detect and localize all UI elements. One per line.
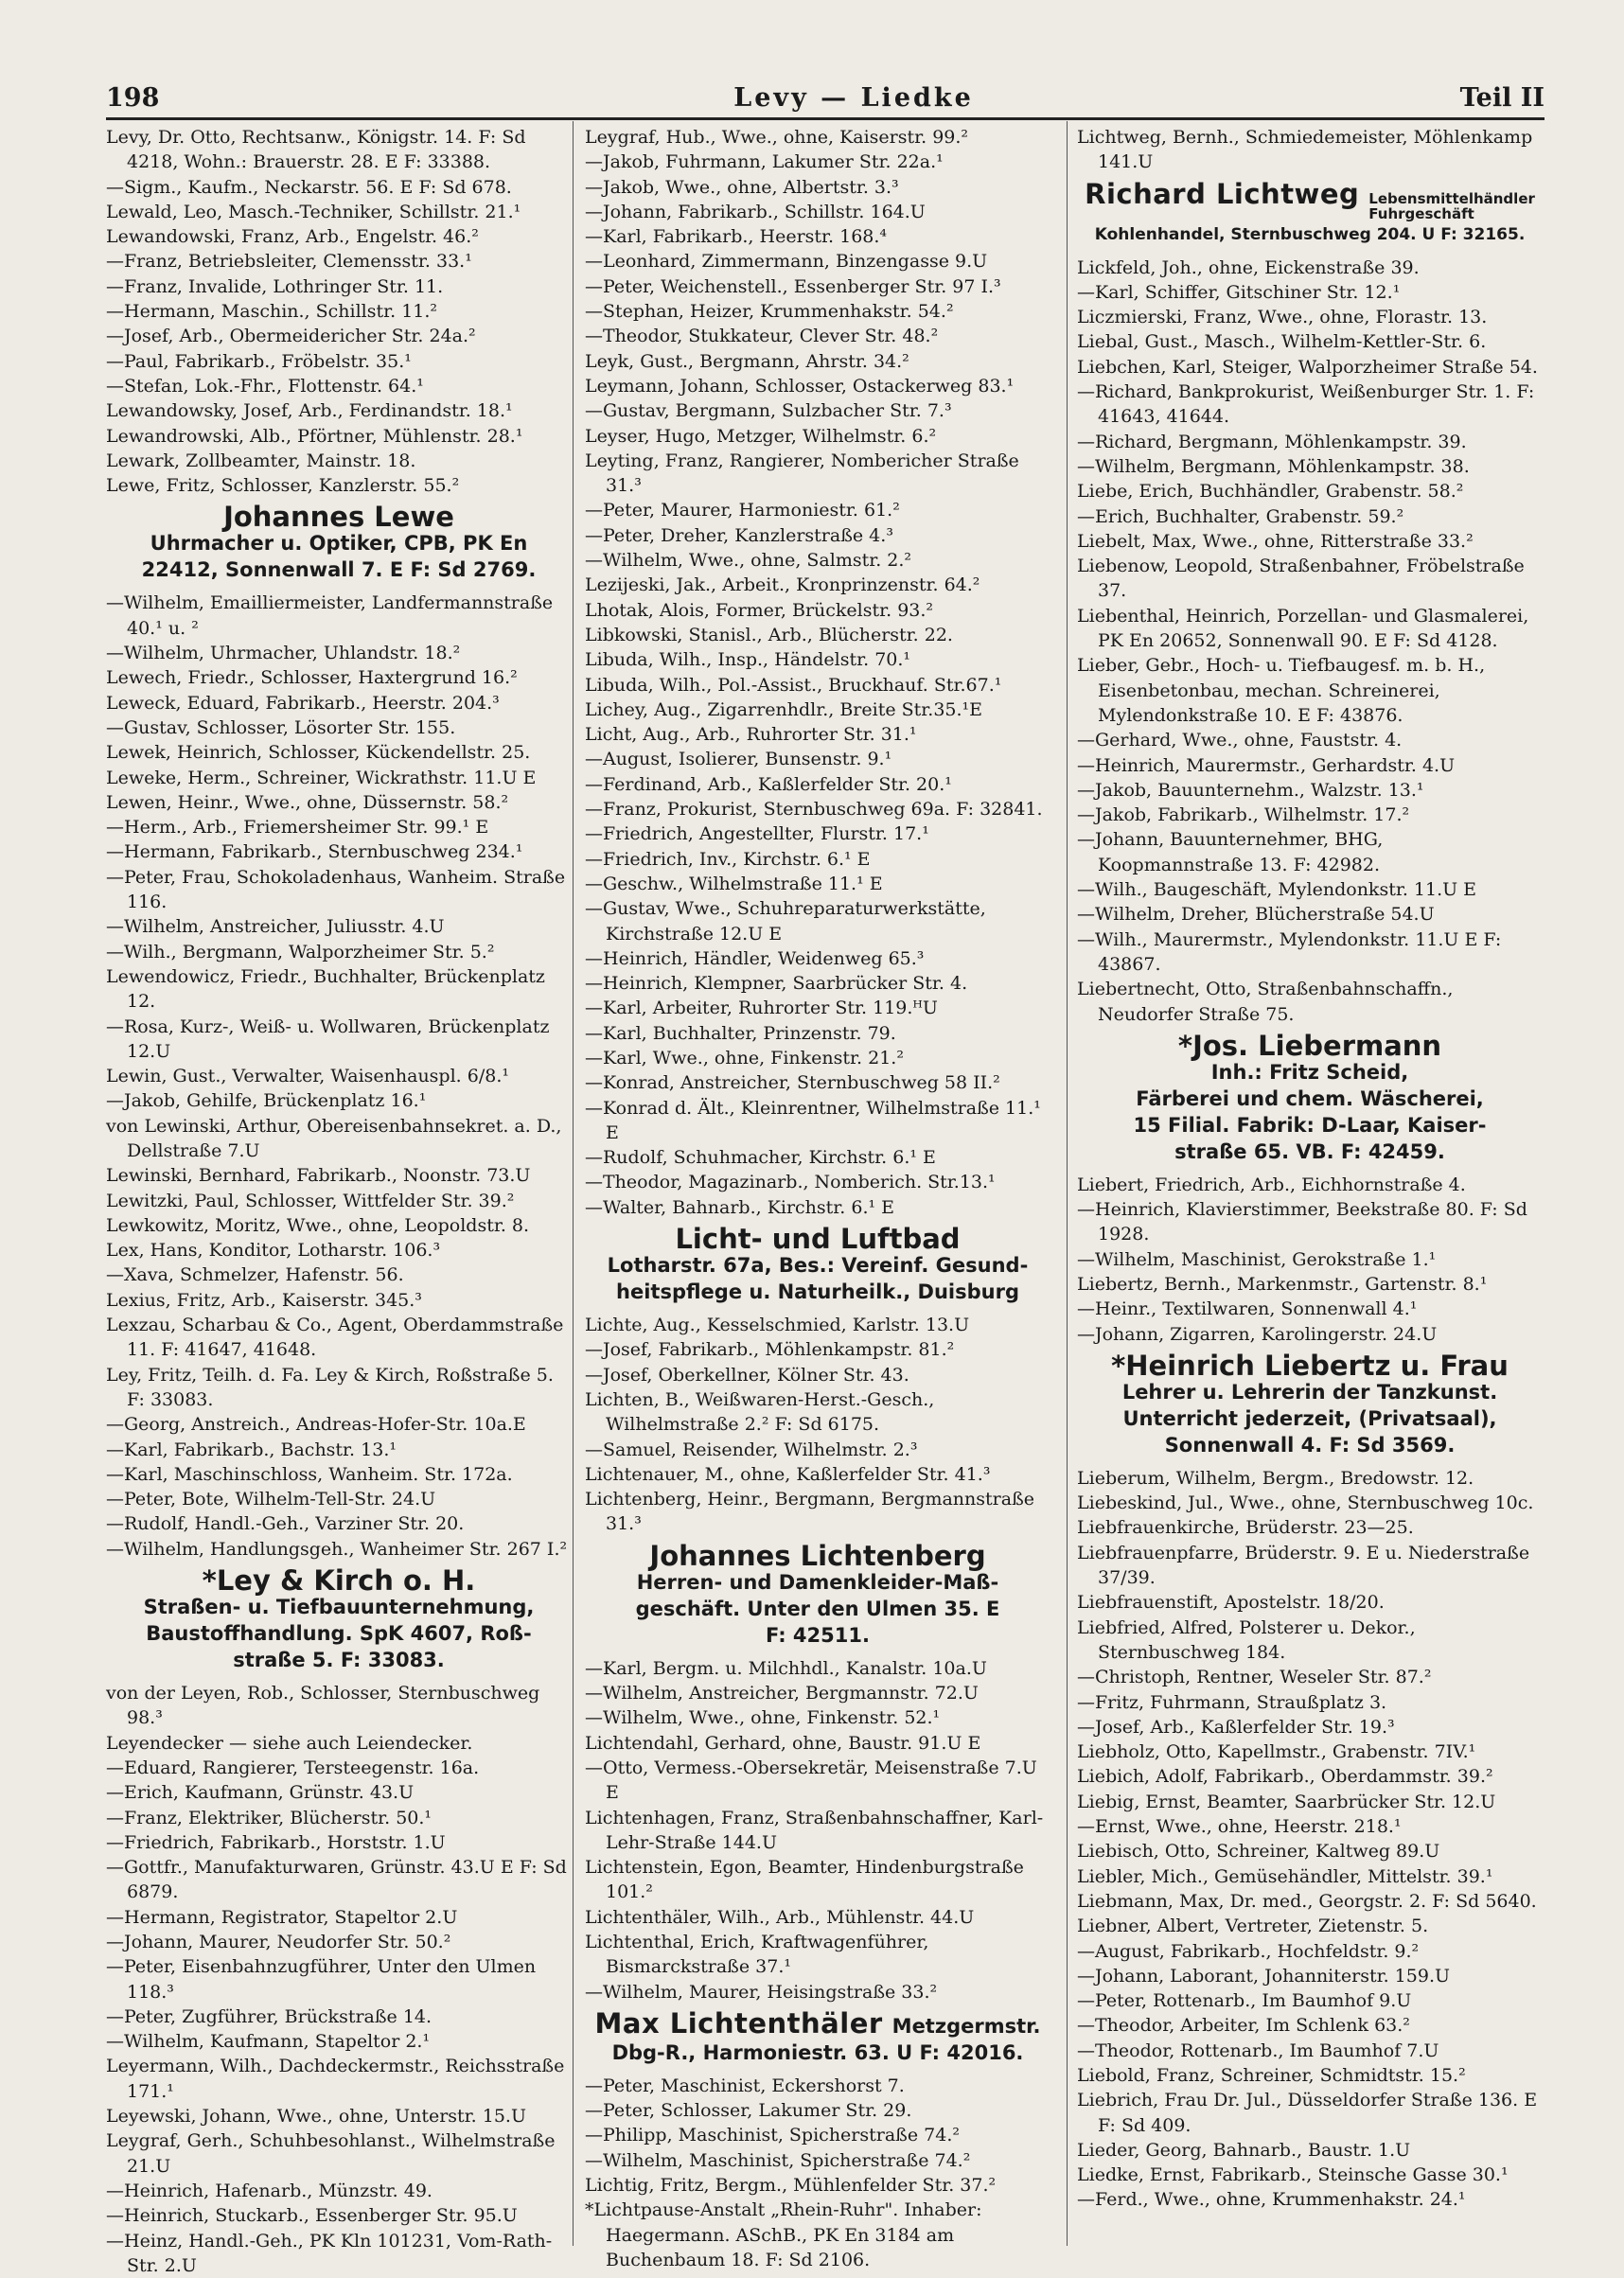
column-2 bbox=[585, 125, 1050, 2270]
directory-entry: Licht, Aug., Arb., Ruhrorter Str. 31.¹ bbox=[585, 724, 917, 746]
directory-entry: —Gottfr., Manufakturwaren, Grünstr. 43.U E F: Sd 6879. bbox=[106, 1857, 567, 1903]
directory-entry: —Peter, Maurer, Harmoniestr. 61.² bbox=[585, 500, 900, 521]
directory-entry: —Peter, Schlosser, Lakumer Str. 29. bbox=[585, 2100, 912, 2122]
directory-entry: —Hermann, Registrator, Stapeltor 2.U bbox=[106, 1906, 458, 1928]
ad-jos-liebermann bbox=[1077, 1029, 1543, 1165]
directory-entry: —Konrad d. Ält., Kleinrentner, Wilhelmstraße 11.¹ E bbox=[585, 1097, 1041, 1143]
directory-entry: —Wilhelm, Uhrmacher, Uhlandstr. 18.² bbox=[106, 643, 461, 664]
ad-title: Johannes Lichtenberg bbox=[649, 1539, 986, 1572]
directory-entry: —Wilhelm, Maschinist, Spicherstraße 74.² bbox=[585, 2149, 971, 2171]
ad-title: Licht- und Luftbad bbox=[675, 1223, 961, 1256]
directory-entry: —Stefan, Lok.-Fhr., Flottenstr. 64.¹ bbox=[106, 375, 424, 397]
directory-entry: Liebfrauenkirche, Brüderstr. 23—25. bbox=[1077, 1517, 1414, 1539]
directory-entry: —Wilh., Maurermstr., Mylendonkstr. 11.U E F: 43867. bbox=[1077, 928, 1502, 975]
directory-entry: —Karl, Wwe., ohne, Finkenstr. 21.² bbox=[585, 1047, 904, 1068]
directory-entry: —August, Isolierer, Bunsenstr. 9.¹ bbox=[585, 749, 892, 770]
directory-entry: Liebich, Adolf, Fabrikarb., Oberdammstr. 39.² bbox=[1077, 1766, 1493, 1788]
directory-entry: —Peter, Weichenstell., Essenberger Str. 97 I.³ bbox=[585, 275, 1001, 297]
directory-entry: Leyting, Franz, Rangierer, Nombericher Straße 31.³ bbox=[585, 450, 1019, 497]
ad-line: Lehrer u. Lehrerin der Tanzkunst. bbox=[1121, 1380, 1498, 1404]
column-3 bbox=[1077, 125, 1543, 2245]
directory-entry: Liebholz, Otto, Kapellmstr., Grabenstr. 7IV.¹ bbox=[1077, 1741, 1476, 1763]
directory-entry: —Peter, Zugführer, Brückstraße 14. bbox=[106, 2005, 432, 2027]
directory-entry: —Wilhelm, Bergmann, Möhlenkampstr. 38. bbox=[1077, 455, 1470, 477]
ad-line: Herren- und Damenkleider-Maß- bbox=[636, 1570, 999, 1594]
directory-entry: —Wilh., Bergmann, Walporzheimer Str. 5.² bbox=[106, 941, 495, 962]
directory-entry: Liebchen, Karl, Steiger, Walporzheimer Straße 54. bbox=[1077, 356, 1538, 378]
directory-entry: —Franz, Elektriker, Blücherstr. 50.¹ bbox=[106, 1807, 432, 1828]
directory-entry: Lieberum, Wilhelm, Bergm., Bredowstr. 12. bbox=[1077, 1467, 1474, 1489]
directory-entry: —Wilhelm, Maurer, Heisingstraße 33.² bbox=[585, 1981, 938, 2003]
directory-entry: —Herm., Arb., Friemersheimer Str. 99.¹ E bbox=[106, 817, 489, 839]
ad-title: Richard Lichtweg bbox=[1085, 177, 1360, 210]
directory-entry: Lewen, Heinr., Wwe., ohne, Düssernstr. 58.² bbox=[106, 791, 509, 813]
directory-entry: —Richard, Bergmann, Möhlenkampstr. 39. bbox=[1077, 431, 1467, 452]
ad-line: heitspflege u. Naturheilk., Duisburg bbox=[616, 1280, 1019, 1304]
directory-entry: Liebfrauenstift, Apostelstr. 18/20. bbox=[1077, 1592, 1385, 1614]
directory-entry: —Erich, Kaufmann, Grünstr. 43.U bbox=[106, 1782, 415, 1804]
directory-entry: Lichtenthäler, Wilh., Arb., Mühlenstr. 44.U bbox=[585, 1906, 975, 1928]
directory-entry: —Johann, Zigarren, Karolingerstr. 24.U bbox=[1077, 1323, 1438, 1345]
directory-entry: —Gerhard, Wwe., ohne, Fauststr. 4. bbox=[1077, 730, 1403, 751]
directory-entry: —Sigm., Kaufm., Neckarstr. 56. E F: Sd 678. bbox=[106, 176, 512, 198]
directory-entry: Liebfried, Alfred, Polsterer u. Dekor., Sternbuschweg 184. bbox=[1077, 1616, 1416, 1663]
directory-entry: Liebertnecht, Otto, Straßenbahnschaffn., Neudorfer Straße 75. bbox=[1077, 979, 1454, 1025]
ad-line: Dbg-R., Harmoniestr. 63. U F: 42016. bbox=[611, 2040, 1024, 2064]
directory-entry: —Wilhelm, Emailliermeister, Landfermannstraße 40.¹ u. ² bbox=[106, 592, 554, 639]
ad-licht-luftbad bbox=[585, 1223, 1050, 1305]
directory-entry: —Franz, Betriebsleiter, Clemensstr. 33.¹ bbox=[106, 251, 472, 273]
directory-entry: Lewendowicz, Friedr., Buchhalter, Brückenplatz 12. bbox=[106, 965, 545, 1013]
directory-entry: —Theodor, Arbeiter, Im Schlenk 63.² bbox=[1077, 2015, 1410, 2037]
directory-entry: von Lewinski, Arthur, Obereisenbahnsekret. a. D., Dellstraße 7.U bbox=[106, 1115, 562, 1161]
directory-entry: Lex, Hans, Konditor, Lotharstr. 106.³ bbox=[106, 1240, 441, 1262]
ad-line: Baustoffhandlung. SpK 4607, Roß- bbox=[146, 1622, 532, 1646]
directory-entry: Liebisch, Otto, Schreiner, Kaltweg 89.U bbox=[1077, 1841, 1440, 1863]
directory-entry: —Wilhelm, Anstreicher, Juliusstr. 4.U bbox=[106, 916, 445, 938]
directory-entry: Liebertz, Bernh., Markenmstr., Gartenstr. 8.¹ bbox=[1077, 1273, 1488, 1295]
directory-entry: Lexzau, Scharbau & Co., Agent, Oberdammstraße 11. F: 41647, 41648. bbox=[106, 1315, 564, 1361]
directory-entry: —Otto, Vermess.-Obersekretär, Meisenstraße 7.U E bbox=[585, 1757, 1037, 1804]
directory-entry: —Jakob, Gehilfe, Brückenplatz 16.¹ bbox=[106, 1090, 427, 1112]
directory-entry: —Fritz, Fuhrmann, Straußplatz 3. bbox=[1077, 1691, 1387, 1713]
ad-line: straße 65. VB. F: 42459. bbox=[1174, 1139, 1445, 1163]
directory-entry: —Wilhelm, Wwe., ohne, Salmstr. 2.² bbox=[585, 550, 912, 572]
directory-entry: —Karl, Buchhalter, Prinzenstr. 79. bbox=[585, 1022, 896, 1044]
directory-entry: —Josef, Fabrikarb., Möhlenkampstr. 81.² bbox=[585, 1339, 955, 1361]
ad-line: straße 5. F: 33083. bbox=[233, 1649, 445, 1672]
directory-entry: Leyk, Gust., Bergmann, Ahrstr. 34.² bbox=[585, 350, 909, 372]
ad-title: Johannes Lewe bbox=[223, 501, 454, 534]
directory-entry: —Jakob, Fabrikarb., Wilhelmstr. 17.² bbox=[1077, 804, 1410, 826]
directory-entry: Leygraf, Hub., Wwe., ohne, Kaiserstr. 99.² bbox=[585, 127, 969, 148]
directory-entry: —Karl, Fabrikarb., Bachstr. 13.¹ bbox=[106, 1439, 397, 1460]
ad-line: F: 42511. bbox=[766, 1623, 870, 1647]
directory-entry: Lichtenthal, Erich, Kraftwagenführer, Bismarckstraße 37.¹ bbox=[585, 1932, 929, 1978]
directory-entry: Lichey, Aug., Zigarrenhdlr., Breite Str.35.¹E bbox=[585, 698, 983, 720]
ad-richard-lichtweg bbox=[1077, 177, 1543, 248]
directory-entry: Liebner, Albert, Vertreter, Zietenstr. 5. bbox=[1077, 1916, 1429, 1937]
directory-entry: —Heinrich, Hafenarb., Münzstr. 49. bbox=[106, 2180, 432, 2201]
directory-entry: Lewkowitz, Moritz, Wwe., ohne, Leopoldstr. 8. bbox=[106, 1214, 530, 1236]
directory-entry: —Peter, Maschinist, Eckershorst 7. bbox=[585, 2075, 905, 2096]
directory-entry: —Samuel, Reisender, Wilhelmstr. 2.³ bbox=[585, 1439, 918, 1460]
directory-entry: —Heinrich, Maurermstr., Gerhardstr. 4.U bbox=[1077, 754, 1456, 776]
directory-entry: —Heinz, Handl.-Geh., PK Kln 101231, Vom-Rath-Str. 2.U bbox=[106, 2230, 553, 2276]
directory-entry: —Josef, Arb., Obermeidericher Str. 24a.² bbox=[106, 326, 476, 347]
directory-entry: Lieber, Gebr., Hoch- u. Tiefbaugesf. m. b. H., Eisenbetonbau, mechan. Schreinerei, Mylendonkstraße 10. E F: 43876. bbox=[1077, 655, 1486, 726]
directory-entry: Leyermann, Wilh., Dachdeckermstr., Reichsstraße 171.¹ bbox=[106, 2056, 565, 2102]
directory-entry: —Friedrich, Inv., Kirchstr. 6.¹ E bbox=[585, 848, 871, 870]
directory-entry: Leyendecker — siehe auch Leiendecker. bbox=[106, 1732, 473, 1754]
ad-note: Fuhrgeschäft bbox=[1368, 204, 1474, 222]
directory-entry: Liebeskind, Jul., Wwe., ohne, Sternbuschweg 10c. bbox=[1077, 1492, 1534, 1514]
directory-entry: Liebenthal, Heinrich, Porzellan- und Glasmalerei, PK En 20652, Sonnenwall 90. E F: Sd 4128. bbox=[1077, 605, 1529, 652]
directory-entry: Liebler, Mich., Gemüsehändler, Mittelstr. 39.¹ bbox=[1077, 1865, 1493, 1887]
column-divider bbox=[573, 121, 574, 2246]
directory-entry: Liebe, Erich, Buchhändler, Grabenstr. 58.² bbox=[1077, 481, 1464, 503]
directory-entry: —Karl, Arbeiter, Ruhrorter Str. 119.ᴴU bbox=[585, 998, 938, 1019]
directory-entry: —Franz, Prokurist, Sternbuschweg 69a. F: 32841. bbox=[585, 799, 1043, 821]
directory-entry: —Peter, Bote, Wilhelm-Tell-Str. 24.U bbox=[106, 1489, 436, 1510]
ad-max-lichtenthaeler bbox=[585, 2006, 1050, 2066]
ad-ley-kirch bbox=[106, 1564, 572, 1673]
ad-line: Sonnenwall 4. F: Sd 3569. bbox=[1164, 1433, 1456, 1457]
directory-entry: —Leonhard, Zimmermann, Binzengasse 9.U bbox=[585, 251, 988, 273]
directory-entry: —Karl, Fabrikarb., Heerstr. 168.⁴ bbox=[585, 226, 888, 248]
directory-entry: —Jakob, Fuhrmann, Lakumer Str. 22a.¹ bbox=[585, 151, 944, 173]
directory-entry: Lichten, B., Weißwaren-Herst.-Gesch., Wilhelmstraße 2.² F: Sd 6175. bbox=[585, 1388, 935, 1436]
directory-entry: —Theodor, Rottenarb., Im Baumhof 7.U bbox=[1077, 2040, 1439, 2061]
column-divider bbox=[1067, 121, 1068, 2246]
directory-entry: —Gustav, Schlosser, Lösorter Str. 155. bbox=[106, 716, 456, 738]
directory-entry: Lewandrowski, Alb., Pförtner, Mühlenstr. 28.¹ bbox=[106, 425, 523, 447]
directory-entry: —Heinrich, Klempner, Saarbrücker Str. 4. bbox=[585, 973, 968, 995]
directory-entry: Liebrich, Frau Dr. Jul., Düsseldorfer Straße 136. E F: Sd 409. bbox=[1077, 2090, 1538, 2136]
directory-entry: —Theodor, Magazinarb., Nomberich. Str.13.¹ bbox=[585, 1172, 996, 1193]
directory-entry: Leyser, Hugo, Metzger, Wilhelmstr. 6.² bbox=[585, 425, 937, 447]
directory-entry: Liebig, Ernst, Beamter, Saarbrücker Str. 12.U bbox=[1077, 1791, 1496, 1812]
header-rule bbox=[106, 117, 1545, 120]
directory-entry: —Christoph, Rentner, Weseler Str. 87.² bbox=[1077, 1667, 1432, 1688]
directory-entry: —Wilhelm, Kaufmann, Stapeltor 2.¹ bbox=[106, 2031, 431, 2053]
directory-entry: Liebenow, Leopold, Straßenbahner, Fröbelstraße 37. bbox=[1077, 556, 1525, 602]
directory-entry: —Friedrich, Fabrikarb., Horststr. 1.U bbox=[106, 1831, 446, 1853]
running-title: Levy — Liedke bbox=[733, 83, 974, 113]
ad-title: Max Lichtenthäler bbox=[594, 2006, 883, 2040]
directory-entry: —Peter, Rottenarb., Im Baumhof 9.U bbox=[1077, 1990, 1412, 2012]
directory-entry: —Rudolf, Schuhmacher, Kirchstr. 6.¹ E bbox=[585, 1147, 936, 1169]
directory-entry: Liedke, Ernst, Fabrikarb., Steinsche Gasse 30.¹ bbox=[1077, 2164, 1509, 2186]
directory-entry: Lieder, Georg, Bahnarb., Baustr. 1.U bbox=[1077, 2139, 1411, 2161]
directory-entry: Liebert, Friedrich, Arb., Eichhornstraße 4. bbox=[1077, 1174, 1466, 1195]
directory-entry: —Peter, Eisenbahnzugführer, Unter den Ulmen 118.³ bbox=[106, 1956, 537, 2003]
directory-entry: Lichtenhagen, Franz, Straßenbahnschaffner, Karl-Lehr-Straße 144.U bbox=[585, 1807, 1044, 1853]
directory-entry: Liebelt, Max, Wwe., ohne, Ritterstraße 33.² bbox=[1077, 530, 1474, 552]
directory-entry: —Walter, Bahnarb., Kirchstr. 6.¹ E bbox=[585, 1196, 895, 1218]
directory-entry: Leymann, Johann, Schlosser, Ostackerweg 83.¹ bbox=[585, 375, 1015, 397]
directory-entry: Liebal, Gust., Masch., Wilhelm-Kettler-Str. 6. bbox=[1077, 331, 1487, 353]
directory-entry: —Johann, Fabrikarb., Schillstr. 164.U bbox=[585, 201, 926, 222]
directory-entry: Lichte, Aug., Kesselschmied, Karlstr. 13.U bbox=[585, 1315, 970, 1336]
directory-entry: Lichtweg, Bernh., Schmiedemeister, Möhlenkamp 141.U bbox=[1077, 127, 1533, 173]
directory-entry: *Lichtpause-Anstalt „Rhein-Ruhr". Inhaber: Haegermann. ASchB., PK En 3184 am Buchenbaum 18. F: Sd 2106. bbox=[585, 2199, 982, 2270]
directory-entry: —Geschw., Wilhelmstraße 11.¹ E bbox=[585, 873, 883, 894]
ad-title: *Jos. Liebermann bbox=[1177, 1029, 1442, 1062]
directory-entry: Lexius, Fritz, Arb., Kaiserstr. 345.³ bbox=[106, 1289, 422, 1311]
directory-entry: —Philipp, Maschinist, Spicherstraße 74.² bbox=[585, 2125, 960, 2146]
directory-entry: Libkowski, Stanisl., Arb., Blücherstr. 22. bbox=[585, 624, 953, 645]
directory-entry: —Georg, Anstreich., Andreas-Hofer-Str. 10a.E bbox=[106, 1414, 526, 1436]
directory-entry: —Johann, Bauunternehmer, BHG, Koopmannstraße 13. F: 42982. bbox=[1077, 829, 1384, 875]
directory-entry: —Wilhelm, Maschinist, Gerokstraße 1.¹ bbox=[1077, 1248, 1437, 1270]
directory-entry: —Heinr., Textilwaren, Sonnenwall 4.¹ bbox=[1077, 1298, 1418, 1320]
directory-entry: Leyewski, Johann, Wwe., ohne, Unterstr. 15.U bbox=[106, 2106, 526, 2128]
ad-heinrich-liebertz bbox=[1077, 1349, 1543, 1458]
ad-suffix: Metzgermstr. bbox=[891, 2014, 1041, 2038]
directory-entry: —Jakob, Bauunternehm., Walzstr. 13.¹ bbox=[1077, 779, 1424, 801]
directory-entry: von der Leyen, Rob., Schlosser, Sternbuschweg 98.³ bbox=[106, 1683, 540, 1729]
directory-entry: —Paul, Fabrikarb., Fröbelstr. 35.¹ bbox=[106, 350, 412, 372]
directory-entry: Lickfeld, Joh., ohne, Eickenstraße 39. bbox=[1077, 256, 1420, 278]
directory-entry: —Stephan, Heizer, Krummenhakstr. 54.² bbox=[585, 301, 954, 323]
directory-entry: —Richard, Bankprokurist, Weißenburger Str. 1. F: 41643, 41644. bbox=[1077, 381, 1535, 428]
directory-entry: —Wilhelm, Anstreicher, Bergmannstr. 72.U bbox=[585, 1683, 979, 1704]
directory-entry: Libuda, Wilh., Pol.-Assist., Bruckhauf. Str.67.¹ bbox=[585, 674, 1002, 696]
ad-johannes-lewe bbox=[106, 503, 572, 583]
ad-line: 22412, Sonnenwall 7. E F: Sd 2769. bbox=[141, 558, 537, 582]
ad-line: Lotharstr. 67a, Bes.: Vereinf. Gesund- bbox=[607, 1254, 1029, 1278]
directory-entry: Lewe, Fritz, Schlosser, Kanzlerstr. 55.² bbox=[106, 475, 460, 497]
ad-line: Straßen- u. Tiefbauunternehmung, bbox=[143, 1596, 535, 1619]
directory-entry: Lewandowsky, Josef, Arb., Ferdinandstr. 18.¹ bbox=[106, 400, 513, 422]
directory-entry: —Johann, Laborant, Johanniterstr. 159.U bbox=[1077, 1965, 1450, 1987]
directory-entry: Lewech, Friedr., Schlosser, Haxtergrund 16.² bbox=[106, 667, 518, 689]
directory-entry: —Heinrich, Händler, Weidenweg 65.³ bbox=[585, 947, 925, 969]
directory-entry: —Peter, Frau, Schokoladenhaus, Wanheim. Straße 116. bbox=[106, 866, 566, 913]
ad-line: Inh.: Fritz Scheid, bbox=[1210, 1060, 1409, 1084]
directory-entry: Leygraf, Gerh., Schuhbesohlanst., Wilhelmstraße 21.U bbox=[106, 2130, 556, 2177]
directory-entry: —Hermann, Maschin., Schillstr. 11.² bbox=[106, 301, 438, 323]
directory-entry: Lichtenauer, M., ohne, Kaßlerfelder Str. 41.³ bbox=[585, 1463, 991, 1485]
directory-entry: —Theodor, Stukkateur, Clever Str. 48.² bbox=[585, 326, 939, 347]
directory-entry: Lewandowski, Franz, Arb., Engelstr. 46.² bbox=[106, 226, 479, 248]
ad-title: *Heinrich Liebertz u. Frau bbox=[1111, 1349, 1509, 1382]
directory-entry: Lichtenstein, Egon, Beamter, Hindenburgstraße 101.² bbox=[585, 1857, 1024, 1903]
ad-line: Färberei und chem. Wäscherei, bbox=[1136, 1086, 1484, 1110]
directory-entry: —Xava, Schmelzer, Hafenstr. 56. bbox=[106, 1264, 404, 1286]
ad-line: 15 Filial. Fabrik: D-Laar, Kaiser- bbox=[1133, 1113, 1487, 1137]
ad-line: Unterricht jederzeit, (Privatsaal), bbox=[1122, 1406, 1497, 1430]
directory-entry: Liebmann, Max, Dr. med., Georgstr. 2. F: Sd 5640. bbox=[1077, 1890, 1537, 1912]
ad-line: Uhrmacher u. Optiker, CPB, PK En bbox=[150, 532, 528, 556]
directory-entry: —Erich, Buchhalter, Grabenstr. 59.² bbox=[1077, 505, 1404, 527]
directory-entry: Lichtendahl, Gerhard, ohne, Baustr. 91.U E bbox=[585, 1732, 981, 1754]
directory-entry: Leweke, Herm., Schreiner, Wickrathstr. 11.U E bbox=[106, 767, 537, 788]
directory-entry: —Karl, Schiffer, Gitschiner Str. 12.¹ bbox=[1077, 281, 1401, 303]
directory-entry: —Wilhelm, Wwe., ohne, Finkenstr. 52.¹ bbox=[585, 1707, 941, 1729]
directory-entry: —Karl, Bergm. u. Milchhdl., Kanalstr. 10a.U bbox=[585, 1657, 987, 1679]
directory-entry: —Eduard, Rangierer, Tersteegenstr. 16a. bbox=[106, 1757, 480, 1778]
directory-entry: Lewitzki, Paul, Schlosser, Wittfelder Str. 39.² bbox=[106, 1190, 515, 1211]
ad-line: Kohlenhandel, Sternbuschweg 204. U F: 32165. bbox=[1094, 224, 1526, 244]
directory-entry: —Karl, Maschinschloss, Wanheim. Str. 172a. bbox=[106, 1463, 513, 1485]
page-number: 198 bbox=[106, 83, 160, 113]
directory-entry: —August, Fabrikarb., Hochfeldstr. 9.² bbox=[1077, 1940, 1420, 1962]
directory-entry: —Ferdinand, Arb., Kaßlerfelder Str. 20.¹ bbox=[585, 773, 952, 795]
directory-entry: —Gustav, Wwe., Schuhreparaturwerkstätte, Kirchstraße 12.U E bbox=[585, 898, 986, 945]
ad-note: Lebensmittelhändler bbox=[1368, 189, 1535, 207]
directory-entry: —Josef, Oberkellner, Kölner Str. 43. bbox=[585, 1364, 909, 1386]
part-label: Teil II bbox=[1459, 83, 1545, 113]
directory-entry: —Jakob, Wwe., ohne, Albertstr. 3.³ bbox=[585, 176, 899, 198]
ad-line: geschäft. Unter den Ulmen 35. E bbox=[635, 1597, 1000, 1620]
directory-entry: Lichtig, Fritz, Bergm., Mühlenfelder Str. 37.² bbox=[585, 2175, 997, 2197]
directory-entry: —Wilhelm, Handlungsgeh., Wanheimer Str. 267 I.² bbox=[106, 1538, 568, 1560]
directory-entry: —Ernst, Wwe., ohne, Heerstr. 218.¹ bbox=[1077, 1816, 1402, 1838]
directory-entry: Leweck, Eduard, Fabrikarb., Heerstr. 204.³ bbox=[106, 692, 500, 714]
directory-entry: Lhotak, Alois, Former, Brückelstr. 93.² bbox=[585, 599, 934, 621]
directory-entry: Lewark, Zollbeamter, Mainstr. 18. bbox=[106, 450, 416, 471]
directory-entry: Ley, Fritz, Teilh. d. Fa. Ley & Kirch, Roßstraße 5. F: 33083. bbox=[106, 1364, 554, 1410]
directory-entry: Lewald, Leo, Masch.-Techniker, Schillstr. 21.¹ bbox=[106, 201, 521, 222]
directory-entry: —Franz, Invalide, Lothringer Str. 11. bbox=[106, 275, 444, 297]
directory-entry: —Friedrich, Angestellter, Flurstr. 17.¹ bbox=[585, 823, 929, 845]
directory-entry: Liebfrauenpfarre, Brüderstr. 9. E u. Niederstraße 37/39. bbox=[1077, 1542, 1530, 1589]
directory-entry: —Hermann, Fabrikarb., Sternbuschweg 234.¹ bbox=[106, 841, 523, 863]
directory-entry: —Rudolf, Handl.-Geh., Varziner Str. 20. bbox=[106, 1513, 465, 1535]
directory-entry: —Heinrich, Stuckarb., Essenberger Str. 95.U bbox=[106, 2205, 518, 2227]
directory-entry: —Peter, Dreher, Kanzlerstraße 4.³ bbox=[585, 524, 893, 546]
ad-johannes-lichtenberg bbox=[585, 1539, 1050, 1649]
directory-entry: —Gustav, Bergmann, Sulzbacher Str. 7.³ bbox=[585, 400, 952, 422]
ad-title: *Ley & Kirch o. H. bbox=[202, 1564, 476, 1598]
directory-entry: —Johann, Maurer, Neudorfer Str. 50.² bbox=[106, 1932, 451, 1952]
directory-entry: —Josef, Arb., Kaßlerfelder Str. 19.³ bbox=[1077, 1716, 1395, 1738]
directory-entry: —Wilh., Baugeschäft, Mylendonkstr. 11.U E bbox=[1077, 879, 1477, 901]
directory-entry: Lezijeski, Jak., Arbeit., Kronprinzenstr. 64.² bbox=[585, 574, 980, 596]
directory-entry: Lewek, Heinrich, Schlosser, Kückendellstr. 25. bbox=[106, 742, 531, 764]
directory-entry: Liczmierski, Franz, Wwe., ohne, Florastr. 13. bbox=[1077, 307, 1488, 328]
directory-entry: —Wilhelm, Dreher, Blücherstraße 54.U bbox=[1077, 904, 1435, 926]
directory-entry: —Konrad, Anstreicher, Sternbuschweg 58 II.² bbox=[585, 1072, 1000, 1094]
directory-entry: Levy, Dr. Otto, Rechtsanw., Königstr. 14. F: Sd 4218, Wohn.: Brauerstr. 28. E F: 33388. bbox=[106, 127, 526, 173]
directory-entry: Lichtenberg, Heinr., Bergmann, Bergmannstraße 31.³ bbox=[585, 1489, 1035, 1535]
directory-entry: Lewin, Gust., Verwalter, Waisenhauspl. 6/8.¹ bbox=[106, 1066, 509, 1087]
directory-entry: —Ferd., Wwe., ohne, Krummenhakstr. 24.¹ bbox=[1077, 2189, 1466, 2211]
directory-entry: Liebold, Franz, Schreiner, Schmidtstr. 15.² bbox=[1077, 2065, 1466, 2086]
directory-entry: —Rosa, Kurz-, Weiß- u. Wollwaren, Brückenplatz 12.U bbox=[106, 1015, 550, 1062]
page-header bbox=[106, 83, 1545, 121]
column-1 bbox=[106, 125, 572, 2276]
directory-entry: Lewinski, Bernhard, Fabrikarb., Noonstr. 73.U bbox=[106, 1165, 531, 1187]
directory-entry: —Heinrich, Klavierstimmer, Beekstraße 80. F: Sd 1928. bbox=[1077, 1199, 1527, 1245]
directory-entry: Libuda, Wilh., Insp., Händelstr. 70.¹ bbox=[585, 649, 911, 671]
